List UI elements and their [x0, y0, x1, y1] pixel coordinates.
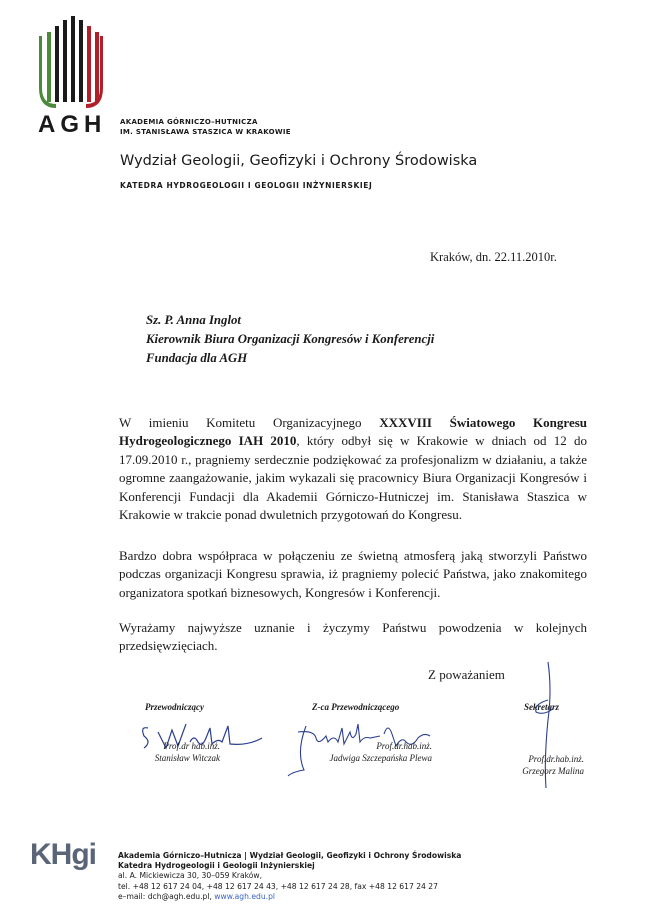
- signatory-1-title: Prof.dr hab.inż.: [163, 741, 220, 751]
- footer-email-line: [118, 892, 461, 902]
- paragraph-2: Bardzo dobra współpraca w połączeniu ze świetną atmosferą jaką stworzyli Państwo podczas organizacji Kongresu sprawia, iż pragniemy polecić Państwa, jako znakomitego organizatora spotkań biznesowych, Kongresów i Konferencji.: [119, 548, 587, 600]
- signatory-1-block: [120, 740, 220, 764]
- footer-line2: Katedra Hydrogeologii i Geologii Inżynierskiej: [118, 861, 315, 871]
- signatory-2-name: Jadwiga Szczepańska Plewa: [329, 753, 432, 763]
- congress-name: XXXVIII Światowego Kongresu Hydrogeologicznego IAH 2010: [119, 415, 587, 449]
- signatory-2-role: Z-ca Przewodniczącego: [312, 702, 400, 712]
- agh-logo-icon: [38, 16, 104, 108]
- signatory-2-block: [270, 740, 432, 764]
- signatory-3-block: [470, 753, 584, 777]
- signatory-3-name: Grzegorz Malina: [522, 766, 584, 776]
- closing-phrase: Z poważaniem: [428, 667, 505, 682]
- academy-line2: IM. STANISŁAWA STASZICA W KRAKOWIE: [120, 128, 291, 136]
- academy-line1: AKADEMIA GÓRNICZO–HUTNICZA: [120, 118, 258, 126]
- footer-website-link[interactable]: www.agh.edu.pl: [214, 891, 275, 901]
- signatory-1-name: Stanisław Witczak: [154, 753, 220, 763]
- paragraph-1: [119, 414, 587, 524]
- department-name: Wydział Geologii, Geofizyki i Ochrony Środowiska: [120, 153, 478, 169]
- agh-logo-text: AGH: [38, 111, 107, 138]
- signatory-3-role: Sekretarz: [524, 702, 560, 712]
- footer-line1: Akademia Górniczo–Hutnicza | Wydział Geologii, Geofizyki i Ochrony Środowiska: [118, 851, 462, 860]
- addressee-organization: Fundacja dla AGH: [146, 351, 248, 365]
- signatory-3-title: Prof.dr.hab.inż.: [528, 754, 584, 764]
- footer-address: al. A. Mickiewicza 30, 30–059 Kraków,: [118, 871, 263, 881]
- khgi-logo: KHgi: [30, 838, 96, 871]
- signatory-2-title: Prof.dr.hab.inż.: [376, 741, 432, 751]
- letter-date: Kraków, dn. 22.11.2010r.: [430, 250, 557, 264]
- addressee-position: Kierownik Biura Organizacji Kongresów i Konferencji: [146, 332, 435, 346]
- footer-phones: tel. +48 12 617 24 04, +48 12 617 24 43, +48 12 617 24 28, fax +48 12 617 24 27: [118, 881, 438, 891]
- footer-contact: [118, 851, 461, 902]
- paragraph-1-intro: W imieniu Komitetu Organizacyjnego: [119, 415, 380, 430]
- academy-name: [120, 117, 291, 137]
- paragraph-3: Wyrażamy najwyższe uznanie i życzymy Państwu powodzenia w kolejnych przedsięwzięciach.: [119, 620, 587, 654]
- addressee-name: Sz. P. Anna Inglot: [146, 313, 241, 327]
- footer-email: e–mail: dch@agh.edu.pl,: [118, 891, 215, 901]
- chair-name: KATEDRA HYDROGEOLOGII I GEOLOGII INŻYNIERSKIEJ: [120, 181, 373, 190]
- signatory-1-role: Przewodniczący: [145, 702, 204, 712]
- paragraph-1-rest: , który odbył się w Krakowie w dniach od 12 do 17.09.2010 r., pragniemy serdecznie podziękować za profesjonalizm w działaniu, a także ogromne zaangażowanie, jakim wykazali się pracownicy Biura Organizacji Kongresów i Konferencji Fundacji dla Akademii Górniczo-Hutniczej im. Stanisława Staszica w Krakowie w trakcie ponad dwuletnich przygotowań do Kongresu.: [119, 433, 587, 523]
